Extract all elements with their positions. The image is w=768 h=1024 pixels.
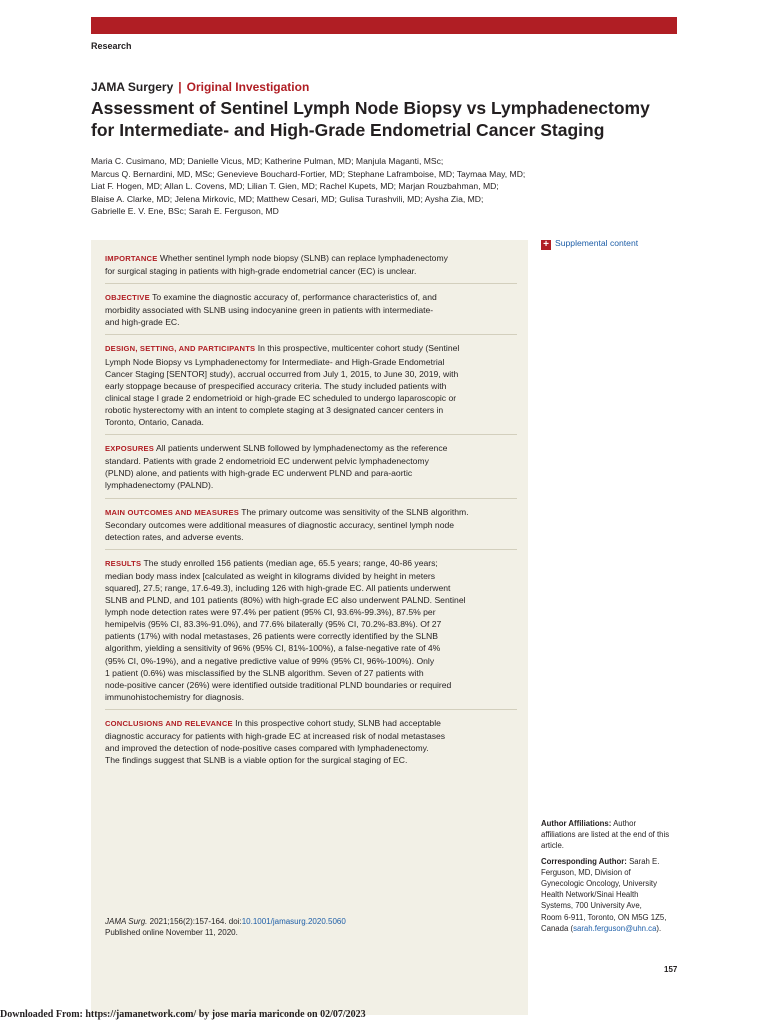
abstract-heading: EXPOSURES — [105, 444, 155, 454]
abstract-heading: RESULTS — [105, 558, 142, 568]
abstract-results: RESULTS The study enrolled 156 patients (median age, 65.5 years; range, 40-86 years; median body mass index [calculated as weight in kilograms divided by height in meters squared], 27.5; range, 17.6-49.3), including 126 with high-grade EC. All patients underwent SLNB and PLND, and 101 patients (80%) with high-grade EC also underwent PALND. Sentinel lymph node detection rates were 97.4% per patient (95% CI, 93.6%-99.3%), 87.5% per hemipelvis (95% CI, 83.3%-91.0%), and 77.6% bilaterally (95% CI, 70.2%-83.8%). Of 27 patients (17%) with nodal metastases, 26 patients were correctly identified by the SLNB algorithm, yielding a sensitivity of 96% (95% CI, 81%-100%), a false-negative rate of 4% (95% CI, 0%-19%), and a negative predictive value of 99% (95% CI, 96%-100%). Only 1 patient (0.6%) was misclassified by the SLNB algorithm. Seven of 27 patients with node-positive cancer (26%) were identified outside traditional PLND boundaries or required immunohistochemistry for diagnosis. — [105, 557, 517, 710]
abstract-heading: IMPORTANCE — [105, 254, 158, 263]
author-line: Liat F. Hogen, MD; Allan L. Covens, MD; Lilian T. Gien, MD; Rachel Kupets, MD; Marjan Rouzbahman, MD; — [91, 181, 499, 191]
doi-link[interactable]: 10.1001/jamasurg.2020.5060 — [241, 917, 346, 926]
published-date: Published online November 11, 2020. — [105, 928, 238, 937]
title-line: for Intermediate- and High-Grade Endometrial Cancer Staging — [91, 120, 605, 140]
plus-icon: + — [541, 240, 551, 250]
abstract — [105, 252, 517, 779]
page-number: 157 — [664, 965, 678, 974]
abstract-outcomes: MAIN OUTCOMES AND MEASURES The primary outcome was sensitivity of the SLNB algorithm. Secondary outcomes were additional measures of diagnostic accuracy, sentinel lymph node detection rates, and adverse events. — [105, 506, 517, 550]
author-list — [91, 155, 541, 218]
section-label: Research — [91, 41, 132, 51]
journal-line — [91, 80, 309, 94]
author-line: Marcus Q. Bernardini, MD, MSc; Genevieve Bouchard-Fortier, MD; Stephane Laframboise, MD; Taymaa May, MD; — [91, 168, 526, 179]
journal-color-bar — [91, 17, 677, 34]
abstract-heading: DESIGN, SETTING, AND PARTICIPANTS — [105, 344, 256, 354]
abstract-exposures: EXPOSURES All patients underwent SLNB followed by lymphadenectomy as the reference standard. Patients with grade 2 endometrioid EC underwent pelvic lymphadenectomy (PLND) alone, and patients with high-grade EC underwent PLND and para-aortic lymphadenectomy (PALND). — [105, 442, 517, 498]
article-sidebar — [541, 818, 681, 938]
title-line: Assessment of Sentinel Lymph Node Biopsy vs Lymphadenectomy — [91, 98, 650, 118]
abstract-heading: CONCLUSIONS AND RELEVANCE — [105, 718, 233, 728]
email-link[interactable]: sarah.ferguson@uhn.ca — [573, 923, 657, 933]
abstract-heading: OBJECTIVE — [105, 293, 150, 303]
abstract-design: DESIGN, SETTING, AND PARTICIPANTS In this prospective, multicenter cohort study (Sentinel Lymph Node Biopsy vs Lymphadenectomy for Intermediate- and High-Grade Endometrial Cancer Staging [SENTOR] study), accrual occurred from July 1, 2015, to June 30, 2019, with early stoppage because of prespecified accuracy criteria. The study included patients with clinical stage I grade 2 endometrioid or high-grade EC scheduled to undergo laparoscopic or robotic hysterectomy with an intent to complete staging at 3 designated cancer centers in Toronto, Ontario, Canada. — [105, 342, 517, 435]
author-line: Maria C. Cusimano, MD; Danielle Vicus, MD; Katherine Pulman, MD; Manjula Maganti, MSc; — [91, 156, 444, 166]
article-type: Original Investigation — [186, 80, 310, 94]
citation: JAMA Surg. 2021;156(2):157-164. doi:10.1001/jamasurg.2020.5060 Published online November 11, 2020. — [105, 917, 346, 937]
author-line: Gabrielle E. V. Ene, BSc; Sarah E. Ferguson, MD — [91, 206, 279, 216]
journal-name: JAMA Surgery — [91, 80, 174, 94]
abstract-importance: IMPORTANCE Whether sentinel lymph node biopsy (SLNB) can replace lymphadenectomy for surgical staging in patients with high-grade endometrial cancer (EC) is unclear. — [105, 252, 517, 284]
abstract-objective: OBJECTIVE To examine the diagnostic accuracy of, performance characteristics of, and morbidity associated with SLNB using indocyanine green in patients with intermediate- and high-grade EC. — [105, 291, 517, 335]
corresponding-author: Corresponding Author: Sarah E. Ferguson, MD, Division of Gynecologic Oncology, University Health Network/Sinai Health Systems, 700 University Ave, Room 6-911, Toronto, ON M5G 1Z5, Canada (sarah.ferguson@uhn.ca). — [541, 856, 667, 933]
author-line: Blaise A. Clarke, MD; Jelena Mirkovic, MD; Matthew Cesari, MD; Gulisa Turashvili, MD; Aysha Zia, MD; — [91, 193, 484, 204]
abstract-conclusions: CONCLUSIONS AND RELEVANCE In this prospective cohort study, SLNB had acceptable diagnostic accuracy for patients with high-grade EC at increased risk of nodal metastases and improved the detection of node-positive cases compared with lymphadenectomy. The findings suggest that SLNB is a viable option for the surgical staging of EC. — [105, 717, 446, 766]
journal-abbrev: JAMA Surg. — [105, 917, 148, 926]
abstract-heading: MAIN OUTCOMES AND MEASURES — [105, 507, 240, 517]
journal-separator: | — [178, 80, 182, 94]
supplemental-content-link[interactable] — [541, 238, 638, 250]
article-title — [91, 97, 651, 141]
download-notice: Downloaded From: https://jamanetwork.com/ by jose maria mariconde on 02/07/2023 — [0, 1009, 366, 1020]
supplemental-label: Supplemental content — [555, 238, 639, 248]
author-affiliations: Author Affiliations: Author affiliations are listed at the end of this article. — [541, 819, 670, 851]
